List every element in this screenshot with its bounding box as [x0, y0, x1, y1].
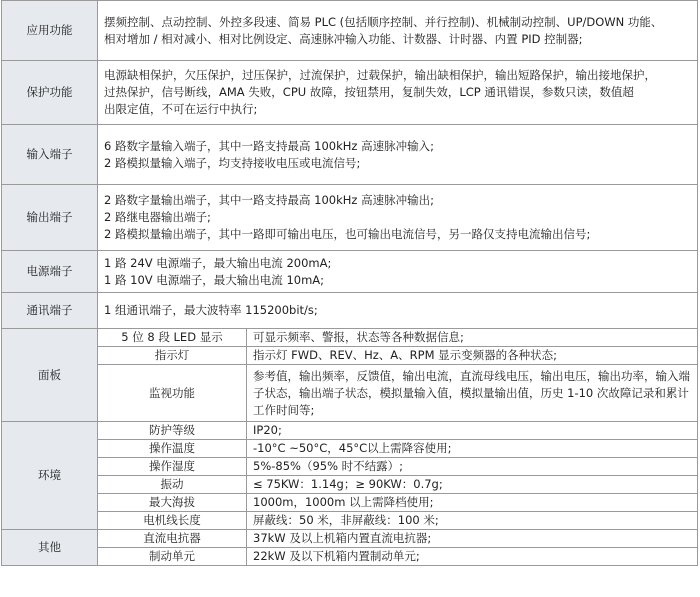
row-output-terminals: [2, 185, 698, 251]
label-panel: 面板: [2, 329, 98, 422]
label-output-terminals: 输出端子: [2, 185, 98, 251]
label-app-functions: 应用功能: [2, 1, 98, 61]
other-item-name: 制动单元: [98, 548, 247, 566]
label-other: 其他: [2, 530, 98, 566]
row-env-temperature: [2, 440, 698, 458]
row-env-altitude: [2, 494, 698, 512]
desc-line: 1 路 10V 电源端子，最大输出电流 10mA;: [104, 272, 325, 287]
desc-line: 2 路数字量输出端子，其中一路支持最高 100kHz 高速脉冲输出;: [104, 193, 434, 207]
desc-protection: [98, 61, 698, 125]
row-env-cable: [2, 512, 698, 530]
env-item-name: 操作湿度: [98, 458, 247, 476]
row-protection: [2, 61, 698, 125]
env-item-name: 最大海拔: [98, 494, 247, 512]
desc-comm-terminals: [98, 293, 698, 329]
label-comm-terminals: 通讯端子: [2, 293, 98, 329]
desc-output-terminals: [98, 185, 698, 251]
label-power-terminals: 电源端子: [2, 251, 98, 293]
other-item-desc: 37kW 及以上机箱内置直流电抗器;: [247, 530, 698, 548]
desc-line: 6 路数字量输入端子，其中一路支持最高 100kHz 高速脉冲输入;: [104, 138, 434, 153]
desc-line: 1 路 24V 电源端子，最大输出电流 200mA;: [104, 255, 332, 270]
row-env-humidity: [2, 458, 698, 476]
desc-line: 相对增加 / 相对减小、相对比例设定、高速脉冲输入功能、计数器、计时器、内置 PID 控制器;: [104, 31, 583, 46]
desc-line: 2 路继电器输出端子;: [104, 210, 211, 224]
env-item-name: 振动: [98, 476, 247, 494]
desc-app-functions: [98, 1, 698, 61]
row-input-terminals: [2, 125, 698, 185]
desc-line: 出限定值，不可在运行中执行;: [104, 102, 258, 116]
desc-line: 2 路模拟量输出端子，其中一路即可输出电压，也可输出电流信号，另一路仅支持电流输出信号;: [104, 227, 591, 241]
env-item-name: 电机线长度: [98, 512, 247, 530]
env-item-desc: 屏蔽线：50 米，非屏蔽线：100 米;: [247, 512, 698, 530]
desc-input-terminals: [98, 125, 698, 185]
other-item-name: 直流电抗器: [98, 530, 247, 548]
desc-line: 2 路模拟量输入端子，均支持接收电压或电流信号;: [104, 155, 361, 170]
row-power-terminals: [2, 251, 698, 293]
env-item-desc: ≤ 75KW：1.14g；≥ 90KW：0.7g;: [247, 476, 698, 494]
row-other-brake: [2, 548, 698, 566]
spec-table: [1, 0, 698, 566]
other-item-desc: 22kW 及以下机箱内置制动单元;: [247, 548, 698, 566]
panel-item-name: 指示灯: [98, 347, 247, 365]
env-item-desc: -10°C ~50°C，45°C以上需降容使用;: [247, 440, 698, 458]
row-comm-terminals: [2, 293, 698, 329]
desc-line: 摆频控制、点动控制、外控多段速、简易 PLC (包括顺序控制、并行控制)、机械制动控制、UP/DOWN 功能、: [104, 14, 663, 29]
row-panel-indicator: [2, 347, 698, 365]
panel-item-name: 监视功能: [98, 365, 247, 422]
env-item-desc: 1000m，1000m 以上需降档使用;: [247, 494, 698, 512]
desc-power-terminals: [98, 251, 698, 293]
panel-item-name: 5 位 8 段 LED 显示: [98, 329, 247, 347]
label-protection: 保护功能: [2, 61, 98, 125]
panel-item-desc: 参考值，输出频率，反馈值，输出电流，直流母线电压，输出电压，输出功率，输入端子状态，输出端子状态，模拟量输入值，模拟量输出值，历史 1-10 次故障记录和累计工作时间等;: [247, 365, 698, 422]
desc-line: 电源缺相保护，欠压保护，过压保护，过流保护，过载保护，输出缺相保护，输出短路保护，输出接地保护，: [104, 68, 656, 82]
desc-line: 过热保护，信号断线，AMA 失败，CPU 故障，按钮禁用，复制失效，LCP 通讯错误，参数只读，数值超: [104, 85, 634, 99]
desc-line: 1 组通讯端子，最大波特率 115200bit/s;: [104, 303, 318, 317]
env-item-name: 操作温度: [98, 440, 247, 458]
panel-item-desc: 指示灯 FWD、REV、Hz、A、RPM 显示变频器的各种状态;: [247, 347, 698, 365]
label-environment: 环境: [2, 422, 98, 530]
env-item-name: 防护等级: [98, 422, 247, 440]
label-input-terminals: 输入端子: [2, 125, 98, 185]
row-app-functions: [2, 1, 698, 61]
env-item-desc: IP20;: [247, 422, 698, 440]
row-panel-monitor: [2, 365, 698, 422]
row-panel-led: [2, 329, 698, 347]
panel-item-desc: 可显示频率、警报，状态等各种数据信息;: [247, 329, 698, 347]
row-other-reactor: [2, 530, 698, 548]
row-env-protection: [2, 422, 698, 440]
row-env-vibration: [2, 476, 698, 494]
env-item-desc: 5%-85%（95% 时不结露）;: [247, 458, 698, 476]
